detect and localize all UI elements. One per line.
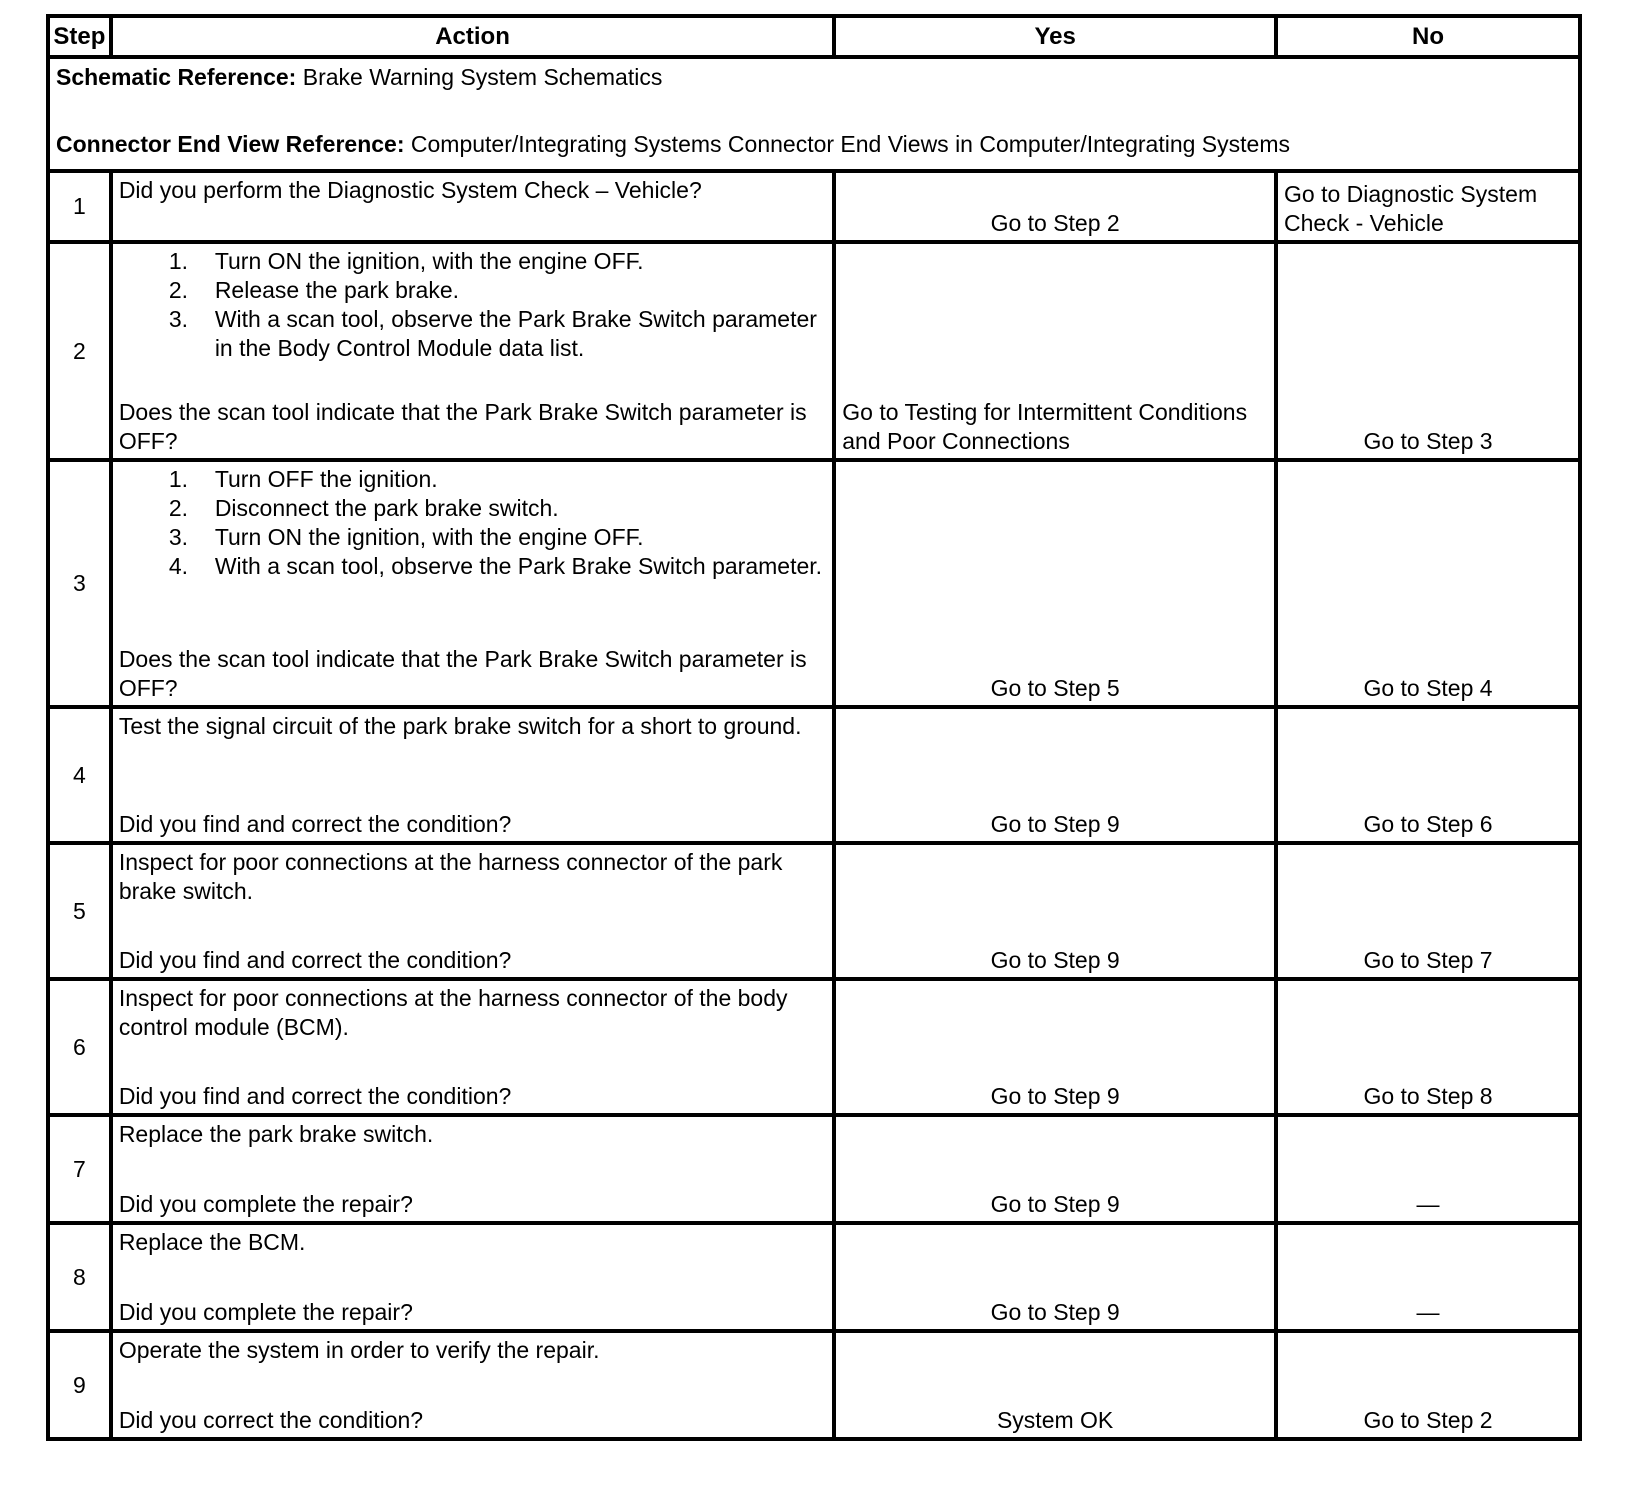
schematic-reference [56,63,1572,92]
table-row [48,242,1580,460]
table-row [48,707,1580,843]
action-question: Did you correct the condition? [118,1407,424,1433]
action-step-item: 1. Turn ON the ignition, with the engine OFF. [168,248,644,274]
action-step-item: 1. Turn OFF the ignition. [168,466,438,492]
yes-result: Go to Step 9 [990,1191,1120,1217]
header-row [48,16,1580,57]
no-cell [1276,843,1580,979]
yes-cell [834,843,1276,979]
yes-result: Go to Testing for Intermittent Conditions and Poor Connections [842,399,1248,454]
reference-row [48,57,1580,171]
header-yes: Yes [834,16,1276,57]
action-question: Did you complete the repair? [118,1191,413,1217]
header-no: No [1276,16,1580,57]
action-cell [111,460,834,707]
yes-result: Go to Step 9 [990,1299,1120,1325]
no-cell [1276,707,1580,843]
yes-cell [834,171,1276,242]
step-number: 4 [48,707,111,843]
yes-cell [834,707,1276,843]
no-result: — [1416,1299,1440,1325]
header-action: Action [111,16,834,57]
action-text: Replace the park brake switch. [118,1121,434,1147]
action-text: Operate the system in order to verify the repair. [118,1337,600,1363]
step-number: 9 [48,1331,111,1439]
step-number: 5 [48,843,111,979]
yes-result: System OK [996,1407,1114,1433]
action-cell [111,171,834,242]
connector-reference [56,130,1572,159]
yes-cell [834,1331,1276,1439]
table-row [48,171,1580,242]
no-result: Go to Step 4 [1363,675,1493,701]
diagnostic-table [46,14,1582,1441]
no-cell [1276,1331,1580,1439]
no-result: Go to Diagnostic System Check - Vehicle [1284,181,1538,236]
table-row [48,1223,1580,1331]
action-cell [111,242,834,460]
table-row [48,843,1580,979]
action-cell [111,1331,834,1439]
table-row [48,1331,1580,1439]
header-step: Step [48,16,111,57]
yes-cell [834,460,1276,707]
yes-result: Go to Step 2 [990,210,1120,236]
no-cell [1276,1223,1580,1331]
action-steps [119,247,826,363]
step-number: 1 [48,171,111,242]
action-step-item: 3. With a scan tool, observe the Park Brake Switch parameter in the Body Control Module data list. [168,306,817,361]
step-number: 7 [48,1115,111,1223]
table-row [48,1115,1580,1223]
no-result: Go to Step 6 [1363,811,1493,837]
no-cell [1276,242,1580,460]
yes-cell [834,1223,1276,1331]
action-cell [111,1115,834,1223]
yes-result: Go to Step 9 [990,947,1120,973]
yes-result: Go to Step 9 [990,811,1120,837]
action-question: Did you find and correct the condition? [118,947,512,973]
action-step-item: 2. Release the park brake. [168,277,460,303]
connector-reference-label: Connector End View Reference: [56,131,405,157]
schematic-reference-value: Brake Warning System Schematics [296,64,663,90]
action-step-item: 3. Turn ON the ignition, with the engine OFF. [168,524,644,550]
no-result: Go to Step 3 [1363,428,1493,454]
action-text: Test the signal circuit of the park brake switch for a short to ground. [118,713,802,739]
action-cell [111,707,834,843]
action-cell [111,843,834,979]
table-row [48,460,1580,707]
no-cell [1276,171,1580,242]
action-steps [119,465,826,581]
action-step-item: 4. With a scan tool, observe the Park Brake Switch parameter. [168,553,823,579]
no-result: Go to Step 8 [1363,1083,1493,1109]
action-step-item: 2. Disconnect the park brake switch. [168,495,559,521]
no-cell [1276,460,1580,707]
yes-result: Go to Step 5 [990,675,1120,701]
action-question: Did you find and correct the condition? [118,1083,512,1109]
yes-cell [834,979,1276,1115]
action-text: Inspect for poor connections at the harness connector of the body control module (BCM). [118,985,788,1040]
yes-cell [834,1115,1276,1223]
schematic-reference-label: Schematic Reference: [56,64,297,90]
action-question: Does the scan tool indicate that the Park Brake Switch parameter is OFF? [118,399,807,454]
step-number: 3 [48,460,111,707]
no-result: Go to Step 7 [1363,947,1493,973]
table-row [48,979,1580,1115]
no-cell [1276,979,1580,1115]
connector-reference-value: Computer/Integrating Systems Connector End Views in Computer/Integrating Systems [404,131,1290,157]
step-number: 6 [48,979,111,1115]
no-cell [1276,1115,1580,1223]
yes-result: Go to Step 9 [990,1083,1120,1109]
yes-cell [834,242,1276,460]
action-cell [111,979,834,1115]
no-result: — [1416,1191,1440,1217]
reference-cell [48,57,1580,171]
no-result: Go to Step 2 [1363,1407,1493,1433]
action-text: Inspect for poor connections at the harness connector of the park brake switch. [118,849,783,904]
action-text: Replace the BCM. [118,1229,306,1255]
action-text: Did you perform the Diagnostic System Check – Vehicle? [118,177,702,203]
action-cell [111,1223,834,1331]
action-question: Did you find and correct the condition? [118,811,512,837]
action-question: Did you complete the repair? [118,1299,413,1325]
step-number: 8 [48,1223,111,1331]
step-number: 2 [48,242,111,460]
action-question: Does the scan tool indicate that the Park Brake Switch parameter is OFF? [118,646,807,701]
